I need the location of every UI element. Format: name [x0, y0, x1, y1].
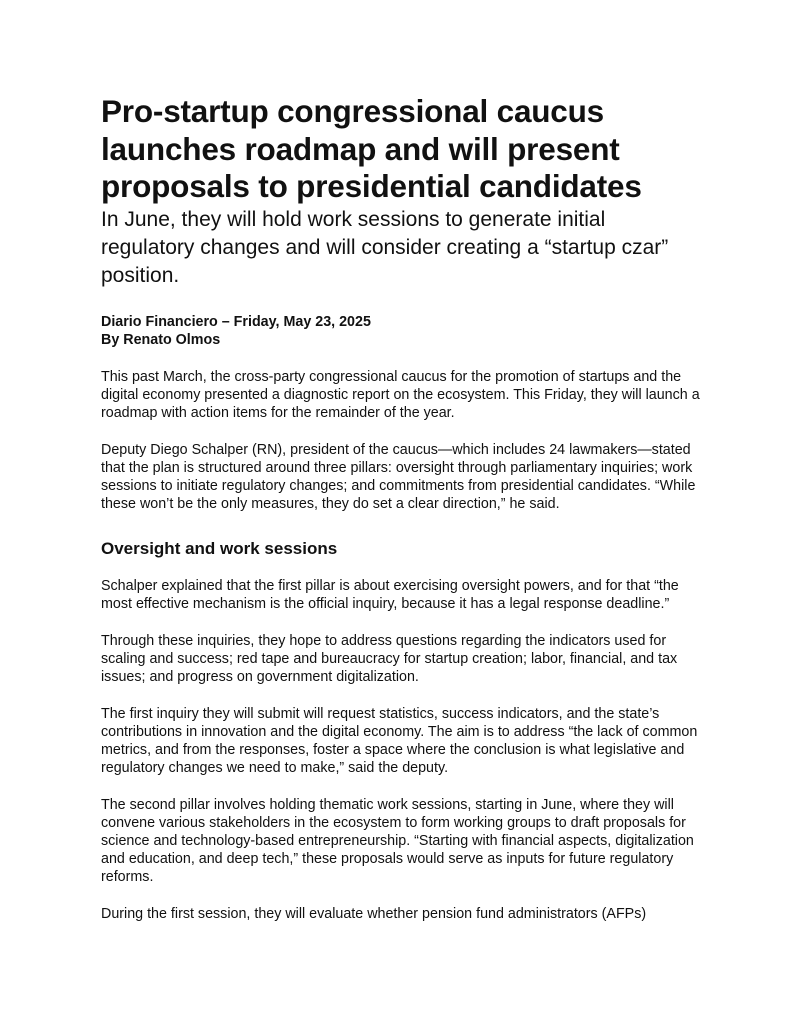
paragraph-section-2: Through these inquiries, they hope to address questions regarding the indicators used for scaling and success; red tape and bureaucracy for startup creation; labor, financial, and tax issues; and progress on government digitalization.	[101, 632, 678, 685]
article	[101, 93, 701, 923]
source-line: Diario Financiero – Friday, May 23, 2025	[101, 313, 371, 330]
article-subheadline: In June, they will hold work sessions to generate initial regulatory changes and will consider creating a “startup czar” position.	[101, 207, 669, 287]
paragraph-section-5: During the first session, they will evaluate whether pension fund administrators (AFPs)	[101, 905, 647, 922]
byline	[101, 313, 701, 349]
paragraph-section-3: The first inquiry they will submit will request statistics, success indicators, and the state’s contributions in innovation and the digital economy. The aim is to address “the lack of common metrics, and from the responses, foster a space where the conclusion is what legislative and regulatory changes we need to make,” said the deputy.	[101, 705, 698, 776]
paragraph-section-1: Schalper explained that the first pillar is about exercising oversight powers, and for that “the most effective mechanism is the official inquiry, because it has a legal response deadline.”	[101, 577, 679, 612]
paragraph-intro-1: This past March, the cross-party congressional caucus for the promotion of startups and the digital economy presented a diagnostic report on the ecosystem. This Friday, they will launch a roadmap with action items for the remainder of the year.	[101, 368, 700, 421]
paragraph-section-4: The second pillar involves holding thematic work sessions, starting in June, where they will convene various stakeholders in the ecosystem to form working groups to draft proposals for science and technology-based entrepreneurship. “Starting with financial aspects, digitalization and education, and deep tech,” these proposals would serve as inputs for future regulatory reforms.	[101, 796, 694, 885]
section-heading-oversight: Oversight and work sessions	[101, 538, 338, 558]
paragraph-intro-2: Deputy Diego Schalper (RN), president of the caucus—which includes 24 lawmakers—stated that the plan is structured around three pillars: oversight through parliamentary inquiries; work sessions to initiate regulatory changes; and commitments from presidential candidates. “While these won’t be the only measures, they do set a clear direction,” he said.	[101, 441, 696, 512]
article-headline: Pro-startup congressional caucus launches roadmap and will present proposals to presidential candidates	[101, 93, 642, 204]
author-line: By Renato Olmos	[101, 331, 221, 348]
